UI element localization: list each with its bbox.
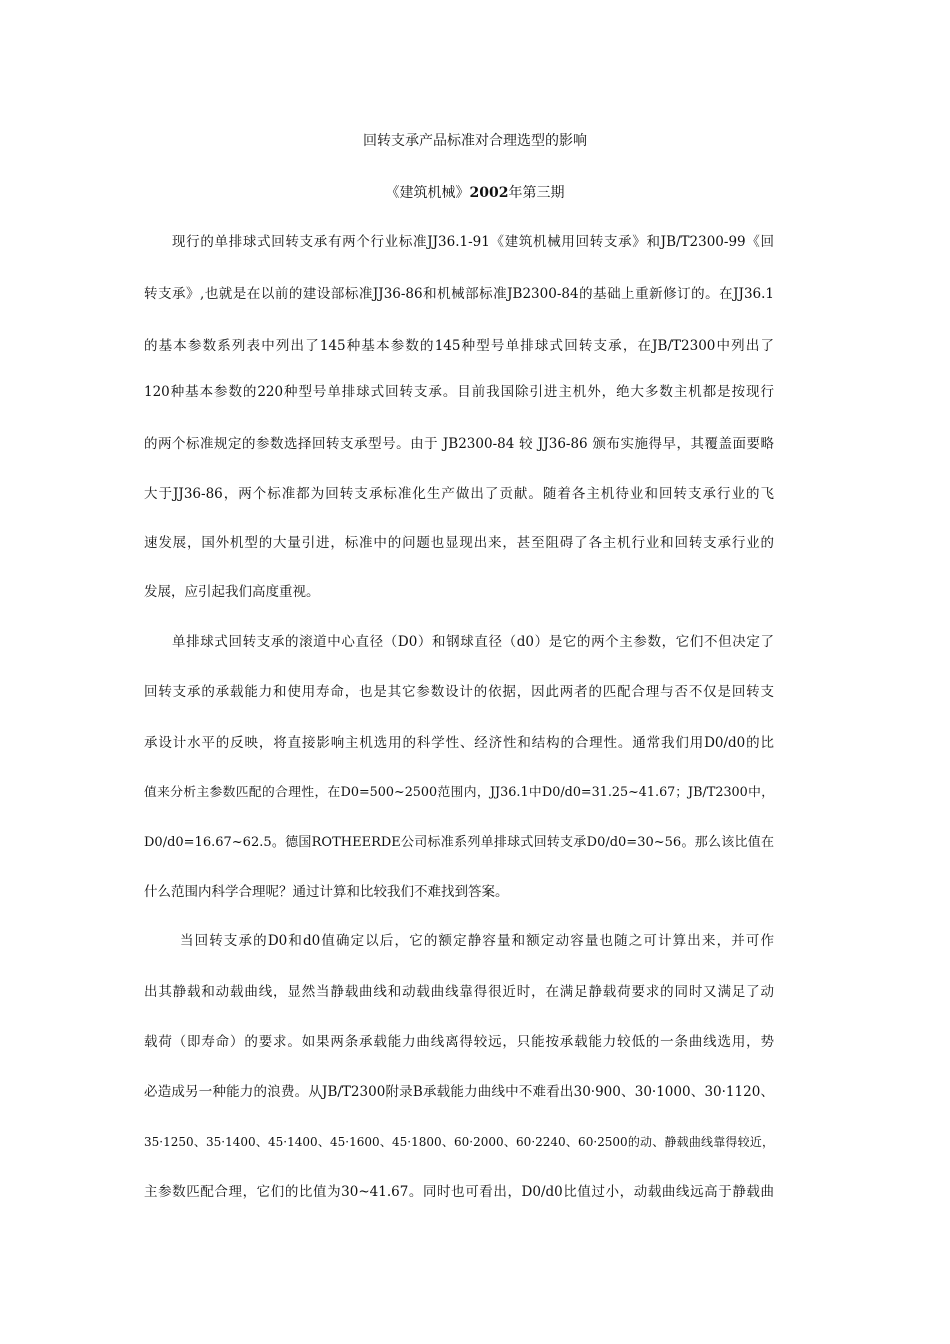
paragraph-1-line: 的基本参数系列表中列出了145种基本参数的145种型号单排球式回转支承，在JB/T2300中列出了 [144,338,774,354]
paragraph-2-line: 回转支承的承载能力和使用寿命，也是其它参数设计的依据，因此两者的匹配合理与否不仅是回转支 [144,684,774,700]
paragraph-2-line: 承设计水平的反映，将直接影响主机选用的科学性、经济性和结构的合理性。通常我们用D0/d0的比 [144,735,774,751]
paragraph-3-line: 35·1250、35·1400、45·1400、45·1600、45·1800、60·2000、60·2240、60·2500的动、静载曲线靠得较近， [144,1135,774,1149]
paragraph-3-line: 主参数匹配合理，它们的比值为30~41.67。同时也可看出，D0/d0比值过小，动载曲线远高于静载曲 [144,1184,774,1200]
paragraph-1-line: 120种基本参数的220种型号单排球式回转支承。目前我国除引进主机外，绝大多数主机都是按现行 [144,384,774,400]
paragraph-3-line: 当回转支承的D0和d0值确定以后，它的额定静容量和额定动容量也随之可计算出来，并可作 [180,933,774,949]
paragraph-3-line: 载荷（即寿命）的要求。如果两条承载能力曲线离得较远，只能按承载能力较低的一条曲线选用，势 [144,1034,774,1050]
paragraph-1-line: 大于JJ36-86，两个标准都为回转支承标准化生产做出了贡献。随着各主机待业和回转支承行业的飞 [144,486,774,502]
paragraph-2-line: D0/d0=16.67~62.5。德国ROTHEERDE公司标准系列单排球式回转支承D0/d0=30~56。那么该比值在 [144,835,774,850]
paragraph-2-line: 单排球式回转支承的滚道中心直径（D0）和钢球直径（d0）是它的两个主参数，它们不但决定了 [172,634,774,650]
paragraph-1-line: 转支承》,也就是在以前的建设部标准JJ36-86和机械部标准JB2300-84的基础上重新修订的。在JJ36.1 [144,286,774,302]
paragraph-1-line: 发展，应引起我们高度重视。 [144,584,320,600]
source-year: 2002 [469,185,509,201]
document-title: 回转支承产品标准对合理选型的影响 [363,133,587,149]
paragraph-3-line: 出其静载和动载曲线，显然当静载曲线和动载曲线靠得很近时，在满足静载荷要求的同时又满足了动 [144,984,774,1000]
paragraph-1-line: 的两个标准规定的参数选择回转支承型号。由于 JB2300-84 较 JJ36-86 颁布实施得早，其覆盖面要略 [144,436,774,452]
paragraph-2-line: 什么范围内科学合理呢？通过计算和比较我们不难找到答案。 [144,884,509,900]
paragraph-1-line: 速发展，国外机型的大量引进，标准中的问题也显现出来，甚至阻碍了各主机行业和回转支承行业的 [144,535,774,551]
source-journal: 《建筑机械》 [385,185,470,201]
paragraph-1-line: 现行的单排球式回转支承有两个行业标准JJ36.1-91《建筑机械用回转支承》和JB/T2300-99《回 [172,234,774,250]
paragraph-2-line: 值来分析主参数匹配的合理性，在D0=500~2500范围内，JJ36.1中D0/d0=31.25~41.67；JB/T2300中， [144,785,774,800]
source-issue: 年第三期 [508,185,565,201]
document-source [0,183,950,203]
paragraph-3-line: 必造成另一种能力的浪费。从JB/T2300附录B承载能力曲线中不难看出30·900、30·1000、30·1120、 [144,1084,774,1100]
